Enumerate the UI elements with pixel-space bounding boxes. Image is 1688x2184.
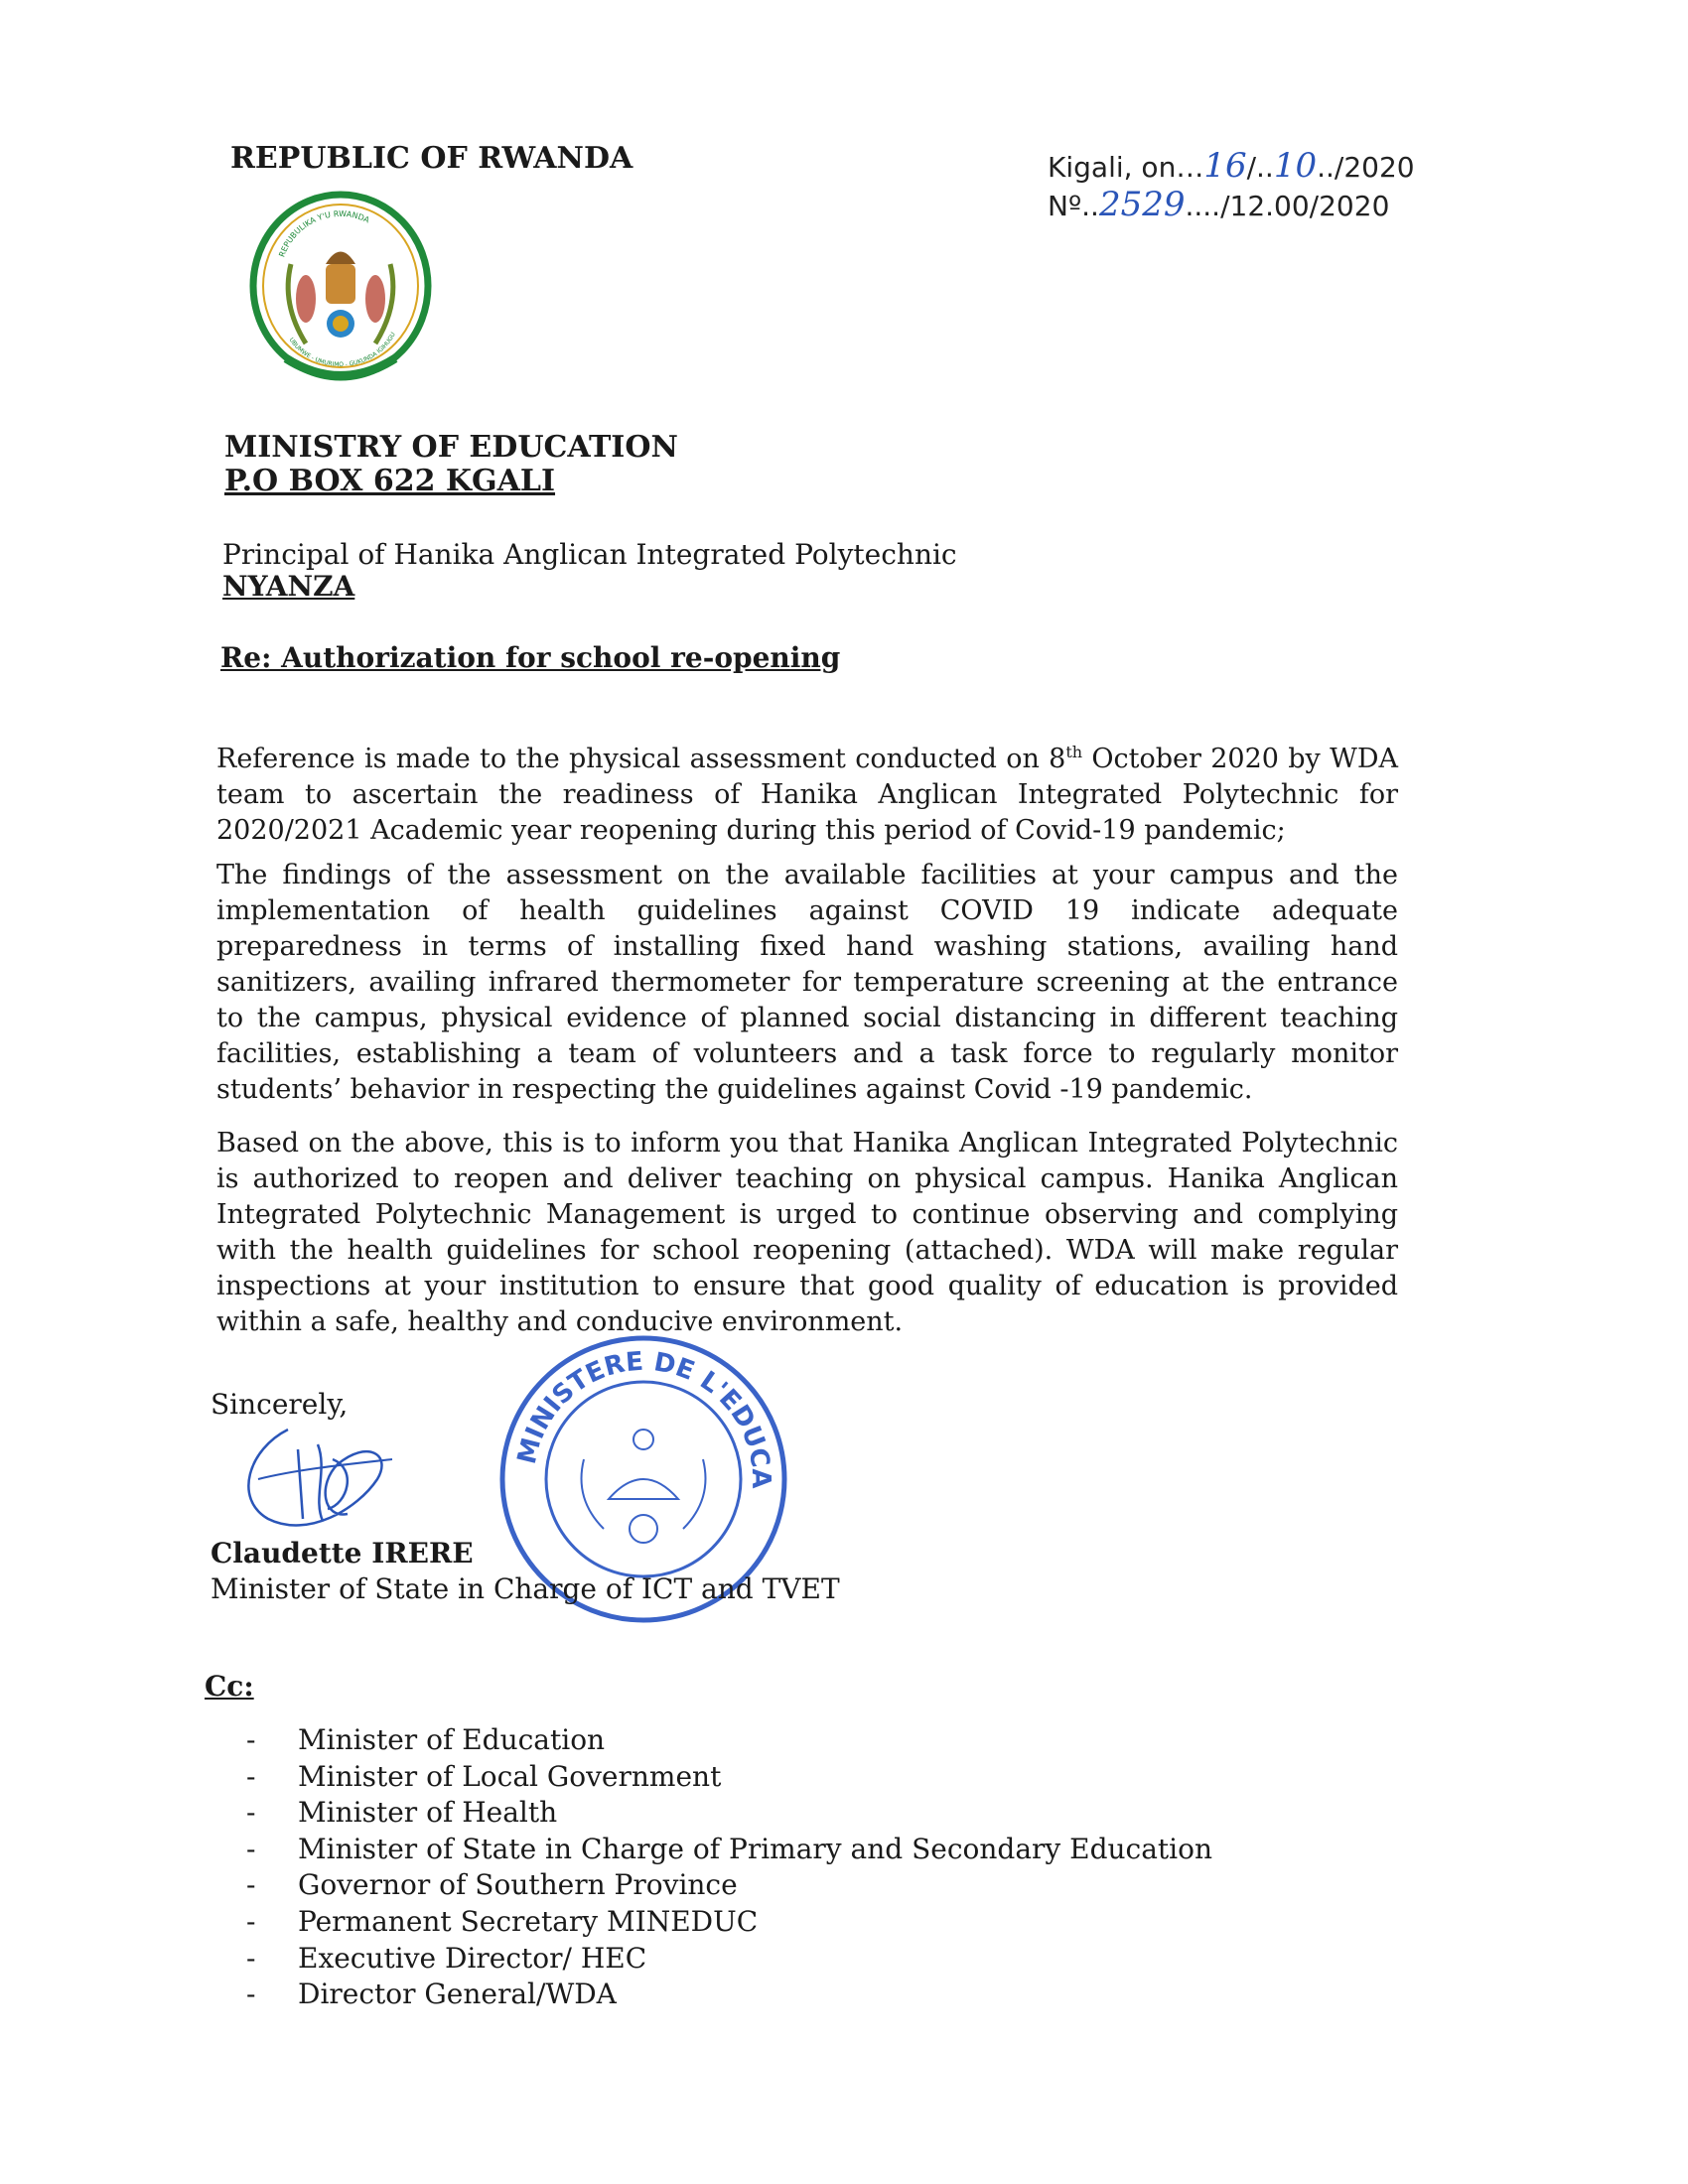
list-item: - Executive Director/ HEC (246, 1941, 647, 1975)
ref-suffix: /12.00/2020 (1220, 190, 1390, 222)
ref-number-handwritten: 2529 (1098, 185, 1186, 224)
body-paragraph-1: Reference is made to the physical assessment conducted on 8th October 2020 by WDA team to ascertain the readiness of Hanika Anglican Integrated Polytechnic for 2020/2021 Academic year reopening during this period of Covid-19 pandemic; (216, 743, 1398, 846)
po-box: P.O BOX 622 KGALI (224, 464, 556, 498)
date-month-handwritten: 10 (1273, 146, 1318, 186)
list-item: - Minister of Health (246, 1796, 558, 1830)
seal-top-text: REPUBULIKA Y'U RWANDA (277, 208, 371, 259)
salutation: Sincerely, (211, 1388, 349, 1421)
cc-list (246, 1722, 1212, 2013)
cc-label: Cc: (205, 1670, 254, 1703)
date-prefix: Kigali, on (1048, 151, 1177, 184)
ref-prefix: Nº (1048, 190, 1082, 222)
reference-line: Nº..2529..../12.00/2020 (1048, 185, 1390, 224)
republic-heading: REPUBLIC OF RWANDA (230, 141, 633, 176)
list-item: - Minister of Local Government (246, 1759, 722, 1793)
body-paragraph-2: The findings of the assessment on the available facilities at your campus and the implementation of health guidelines against COVID 19 indicate adequate preparedness in terms of installing fixed hand washing stations, availing hand sanitizers, availing infrared thermometer for temperature screening at the entrance to the campus, physical evidence of planned social distancing in different teaching facilities, establishing a team of volunteers and a task force to regularly monitor students’ behavior in respecting the guidelines against Covid -19 pandemic. (216, 860, 1398, 1105)
seal-bottom-text: UBUMWE - UMURIMO - GUKUNDA IGIHUGU (287, 331, 397, 369)
list-item: - Director General/WDA (246, 1978, 617, 2011)
signer-name: Claudette IRERE (211, 1537, 474, 1570)
list-item: - Minister of State in Charge of Primary and Secondary Education (246, 1832, 1212, 1865)
recipient-title: Principal of Hanika Anglican Integrated Polytechnic (222, 538, 957, 571)
list-item: - Minister of Education (246, 1723, 606, 1756)
subject-line: Re: Authorization for school re-opening (220, 641, 841, 674)
body-paragraph-3: Based on the above, this is to inform you that Hanika Anglican Integrated Polytechnic is authorized to reopen and deliver teaching on physical campus. Hanika Anglican Integrated Polytechnic Management is urged to continue observing and complying with the health guidelines for school reopening (attached). WDA will make regular inspections at your institution to ensure that good quality of education is provided within a safe, healthy and conducive environment. (216, 1128, 1398, 1337)
recipient-location: NYANZA (222, 570, 355, 603)
date-line: Kigali, on…16/..10../2020 (1048, 146, 1415, 186)
signer-title: Minister of State in Charge of ICT and TVET (211, 1572, 840, 1605)
svg-text:MINISTERE DE L'EDUCATION (494, 1330, 775, 1488)
stamp-text: MINISTERE DE L'EDUCA (511, 1346, 776, 1487)
date-day-handwritten: 16 (1203, 146, 1247, 186)
national-seal (246, 185, 435, 393)
list-item: - Permanent Secretary MINEDUC (246, 1904, 759, 1938)
svg-text:REPUBULIKA Y'U RWANDA (277, 209, 371, 258)
signature (228, 1410, 407, 1539)
date-year: /2020 (1334, 151, 1415, 184)
ministry-name: MINISTRY OF EDUCATION (224, 430, 678, 465)
list-item: - Governor of Southern Province (246, 1868, 738, 1902)
